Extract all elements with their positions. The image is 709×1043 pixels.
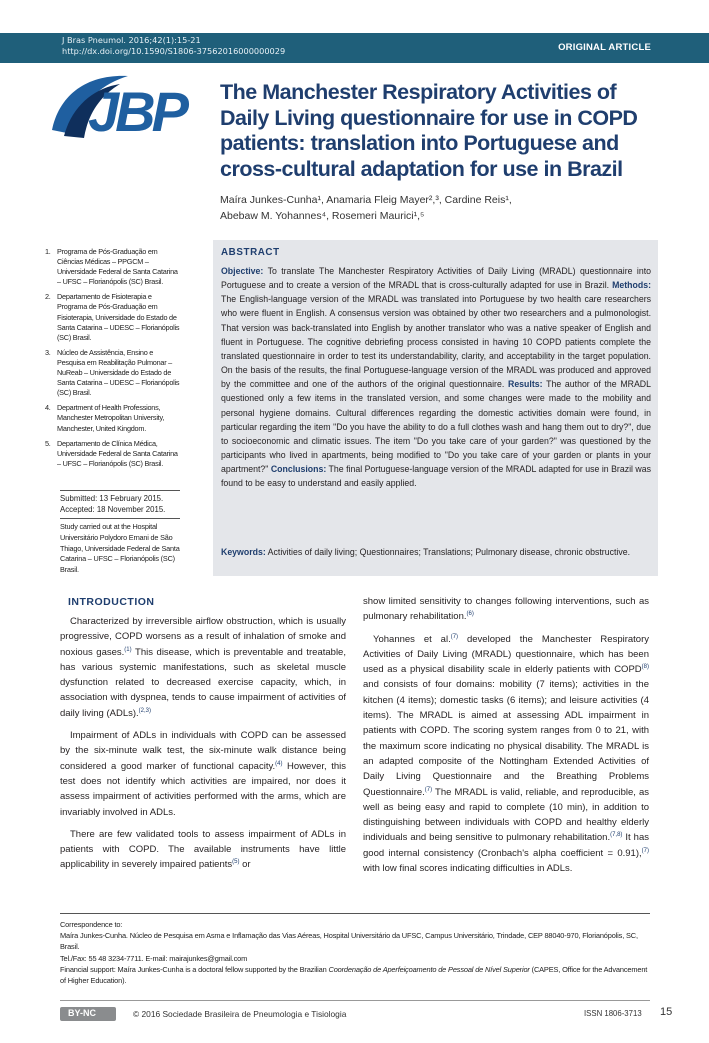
methods-text: The English-language version of the MRADL was translated into Portuguese by two health care researchers who were fluent in English. A consensus version was obtained by other two researchers and a pulmonologist. That version was back-translated into English by another translator who was a native speaker of English and fluent in Portuguese. The cognitive debriefing process consisted in having 10 COPD patients complete the translated questionnaire in order to test its understandability, clarity, and acceptability in the target population. On the basis of the results, the final Portuguese-language version of the MRADL was produced and approved by the committee and one of the authors of the original questionnaire.	[221, 294, 651, 390]
introduction-heading: INTRODUCTION	[68, 596, 155, 608]
footnote-divider	[60, 913, 650, 914]
article-title: The Manchester Respiratory Activities of Daily Living questionnaire for use in COPD patients: translation into Portuguese and cross-cultural adaptation for use in Brazil	[220, 80, 638, 181]
citation-ref[interactable]: (7,8)	[610, 832, 623, 839]
authors-line-2: Abebaw M. Yohannes⁴, Rosemeri Maurici¹,⁵	[220, 209, 425, 222]
page-number: 15	[660, 1006, 673, 1018]
accepted-date: Accepted: 18 November 2015.	[60, 505, 166, 514]
results-text: The author of the MRADL questioned only a few items in the translated version, and some changes were made to the mobility and personal hygiene domains. Cultural differences regarding the domestic activities domain were found, in particular regarding the item "Do you have the ability to do a full clothes wash and hang them out to dry?", due to socioeconomic and climatic issues. The item "Do you take care of your garden?" was questioned by the participants who lived in apartments, being modified to "Do you take care of your garden or plants in your apartment?"	[221, 379, 651, 475]
footer-divider	[60, 1000, 650, 1001]
conclusions-label: Conclusions:	[270, 464, 327, 475]
issn: ISSN 1806-3713	[584, 1009, 642, 1018]
cc-license-icon: BY-NC	[68, 1008, 97, 1018]
affiliations	[45, 247, 180, 474]
citation-ref[interactable]: (7)	[450, 633, 459, 640]
section-label: ORIGINAL ARTICLE	[558, 42, 651, 53]
submitted-date: Submitted: 13 February 2015.	[60, 494, 164, 503]
keywords	[221, 545, 651, 559]
correspondence-heading: Correspondence to:	[60, 920, 123, 929]
affiliation-item: 4. Department of Health Professions, Manchester Metropolitan University, Manchester, United Kingdom.	[45, 403, 165, 433]
copyright: © 2016 Sociedade Brasileira de Pneumologia e Tisiologia	[133, 1009, 347, 1019]
paragraph: There are few validated tools to assess impairment of ADLs in patients with COPD. The available instruments have little applicability in severely impaired patients$^{(5)}$ or	[60, 828, 346, 871]
abstract-heading: ABSTRACT	[221, 247, 280, 258]
keywords-label: Keywords:	[221, 547, 266, 557]
paragraph: Impairment of ADLs in individuals with COPD can be assessed by the six-minute walk test, the six-minute walk distance being considered a good marker of functional capacity.$^{(4)}$ However, this test does not identify which activities are impaired, nor does it assess impairment of activities performed with the arms, which are invariably involved in ADLs.	[60, 730, 346, 818]
citation-ref[interactable]: (6)	[466, 611, 474, 618]
correspondence-address: Maíra Junkes-Cunha. Núcleo de Pesquisa em Asma e Inflamação das Vias Aéreas, Hospital Universitário da UFSC, Campus Universitário, Trindade, CEP 88040-970, Florianópolis, SC, Brasil.	[60, 931, 638, 952]
correspondence-contact: Tel./Fax: 55 48 3234-7711. E-mail: mairajunkes@gmail.com	[60, 953, 248, 963]
authors-line-1: Maíra Junkes-Cunha¹, Anamaria Fleig Mayer²,³, Cardine Reis¹,	[220, 194, 512, 206]
objective-label: Objective:	[221, 266, 264, 276]
citation-ref[interactable]: (8)	[641, 664, 649, 671]
body-column-right	[363, 594, 649, 883]
journal-citation	[62, 35, 285, 56]
objective-text: To translate The Manchester Respiratory Activities of Daily Living (MRADL) questionnaire into Portuguese and to create a version of the MRADL that is cross-culturally adapted for use in Brazil.	[221, 266, 651, 291]
body-column-left	[60, 614, 346, 880]
jbp-logo	[50, 72, 210, 152]
citation-ref[interactable]: (4)	[275, 760, 283, 767]
citation-ref[interactable]: (7)	[641, 847, 649, 854]
citation-ref[interactable]: (7)	[424, 786, 433, 793]
citation-ref[interactable]: (1)	[124, 646, 132, 653]
keywords-text: Activities of daily living; Questionnaires; Translations; Pulmonary disease, chronic obstructive.	[265, 547, 631, 557]
study-note: Study carried out at the Hospital Universitário Polydoro Ernani de São Thiago, Universidade Federal de Santa Catarina – UFSC – Florianópolis (SC) Brasil.	[60, 518, 180, 576]
paragraph: Characterized by irreversible airflow obstruction, which is usually progressive, COPD worsens as a result of inhalation of smoke and noxious gases.$^{(1)}$ This disease, which is preventable and treatable, has various systemic manifestations, such as skeletal muscle dysfunction related to decreased exercise capacity, which, in association with dyspnea, tends to cause impairment of activities of daily living (ADLs).$^{(2,3)}$	[60, 616, 346, 719]
affiliation-item: 1. Programa de Pós-Graduação em Ciências Médicas – PPGCM – Universidade Federal de Santa Catarina – UFSC – Florianópolis (SC) Brasil.	[45, 247, 178, 287]
affiliation-item: 2. Departamento de Fisioterapia e Programa de Pós-Graduação em Fisioterapia, Universidade do Estado de Santa Catarina – UDESC – Florianópolis (SC) Brasil.	[45, 292, 180, 342]
citation-ref[interactable]: (5)	[232, 859, 240, 866]
conclusions-text: The final Portuguese-language version of the MRADL adapted for use in Brazil was found to be easy to understand and easily applied.	[221, 464, 651, 489]
submission-dates	[60, 490, 180, 515]
author-list	[220, 193, 650, 224]
methods-label: Methods:	[612, 280, 651, 291]
paragraph: Yohannes et al.$^{(7)}$ developed the Manchester Respiratory Activities of Daily Living (MRADL) questionnaire, which has been used as a physical disability scale in elderly patients with COPD$^{(8)}$ and consists of four domains: mobility (7 items); activities in the kitchen (4 items); domestic tasks (6 items); and leisure activities (4 items). The MRADL is aimed at assessing ADL impairment in patients with COPD. The scoring system ranges from 0 to 21, with the maximum score indicating no physical disability. The MRADL is an adapted composite of the Nottingham Extended Activities of Daily Living Questionnaire and the Breathing Problems Questionnaire.$^{(7)}$ The MRADL is valid, reliable, and reproducible, as well as being easy and rapid to complete (10 min), in addition to distinguishing between individuals with COPD and healthy elderly individuals and being sensitive to pulmonary rehabilitation.$^{(7,8)}$ It has good internal consistency (Cronbach's alpha coefficient = 0.91),$^{(7)}$ with low final scores indicating difficulties in ADLs.	[363, 633, 649, 875]
journal-line: J Bras Pneumol. 2016;42(1):15-21	[62, 35, 201, 45]
affiliation-item: 5. Departamento de Clínica Médica, Universidade Federal de Santa Catarina – UFSC – Florianópolis (SC) Brasil.	[45, 438, 178, 468]
financial-support: Financial support: Maíra Junkes-Cunha is a doctoral fellow supported by the Brazilian Coordenação de Aperfeiçoamento de Pessoal de Nível Superior (CAPES, Office for the Advancement of Higher Education).	[60, 964, 648, 986]
affiliation-item: 3. Núcleo de Assistência, Ensino e Pesquisa em Reabilitação Pulmonar – NuReab – Universidade do Estado de Santa Catarina – UDESC – Florianópolis (SC) Brasil.	[45, 347, 180, 398]
doi-link[interactable]: http://dx.doi.org/10.1590/S1806-37562016000000029	[62, 45, 286, 56]
journal-header-band	[0, 33, 709, 63]
creative-commons-badge[interactable]	[60, 1007, 116, 1021]
results-label: Results:	[508, 379, 543, 390]
paragraph: show limited sensitivity to changes following interventions, such as pulmonary rehabilitation.$^{(6)}$	[363, 596, 649, 623]
citation-ref[interactable]: (2,3)	[138, 707, 152, 714]
logo-text: JBP	[88, 80, 185, 143]
abstract-body	[221, 264, 651, 491]
abstract-box	[213, 240, 658, 576]
correspondence	[60, 919, 650, 986]
